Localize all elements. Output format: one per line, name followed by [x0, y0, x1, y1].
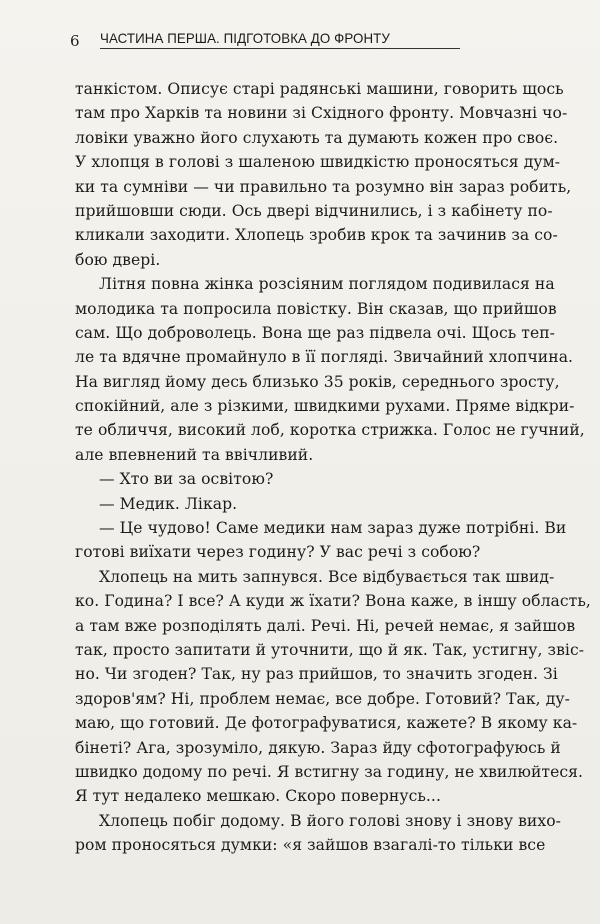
- text-line: бінеті? Ага, зрозуміло, дякую. Зараз йду сфотографуюсь й: [75, 738, 561, 757]
- text-line: кликали заходити. Хлопець зробив крок та зачинив за со-: [75, 226, 558, 245]
- text-line: — Це чудово! Саме медики нам зараз дуже потрібні. Ви: [99, 519, 567, 538]
- text-line: там про Харків та новини зі Східного фронту. Мовчазні чо-: [75, 104, 568, 123]
- text-line: На вигляд йому десь близько 35 років, середнього зросту,: [75, 372, 560, 391]
- text-line: — Медик. Лікар.: [99, 494, 238, 513]
- text-line: Літня повна жінка розсіяним поглядом подивилася на: [99, 275, 555, 294]
- text-line: маю, що готовий. Де фотографуватися, кажете? В якому ка-: [75, 714, 578, 733]
- page-header: [70, 26, 540, 52]
- text-line: прийшовши сюди. Ось двері відчинились, і з кабінету по-: [75, 201, 553, 220]
- text-line: а там вже розподілять далі. Речі. Ні, речей немає, я зайшов: [75, 616, 576, 635]
- text-line: спокійний, але з різкими, швидкими рухами. Пряме відкри-: [75, 397, 575, 416]
- text-line: — Хто ви за освітою?: [99, 470, 274, 489]
- header-rule: [100, 48, 460, 49]
- text-line: те обличчя, високий лоб, коротка стрижка. Голос не гучний,: [75, 421, 585, 440]
- running-head: ЧАСТИНА ПЕРША. ПІДГОТОВКА ДО ФРОНТУ: [100, 30, 390, 46]
- text-line: Я тут недалеко мешкаю. Скоро повернусь...: [75, 787, 441, 806]
- text-line: ки та сумніви — чи правильно та розумно він зараз робить,: [75, 177, 572, 196]
- text-line: Хлопець на мить запнувся. Все відбувається так швид-: [99, 567, 555, 586]
- text-line: ром проносяться думки: «я зайшов взагалі-то тільки все: [75, 836, 546, 855]
- text-line: ко. Година? І все? А куди ж їхати? Вона каже, в іншу область,: [75, 592, 591, 611]
- text-line: але впевнений та ввічливий.: [75, 445, 314, 464]
- text-line: так, просто запитати й уточнити, що й як. Так, устигну, звіс-: [75, 640, 585, 659]
- text-line: ловіки уважно його слухають та думають кожен про своє.: [75, 128, 559, 147]
- text-line: бою двері.: [75, 250, 161, 269]
- text-line: здоров'ям? Ні, проблем немає, все добре. Готовий? Так, ду-: [75, 689, 570, 708]
- body-text: [75, 77, 591, 858]
- text-line: танкістом. Описує старі радянські машини, говорить щось: [75, 80, 564, 98]
- text-line: молодика та попросила повістку. Він сказав, що прийшов: [75, 299, 557, 318]
- text-line: сам. Що доброволець. Вона ще раз підвела очі. Щось теп-: [75, 323, 555, 342]
- text-line: Хлопець побіг додому. В його голові знову і знову вихо-: [99, 811, 561, 830]
- text-line: швидко додому по речі. Я встигну за годину, не хвилюйтеся.: [75, 762, 584, 781]
- text-line: готові виїхати через годину? У вас речі з собою?: [75, 543, 481, 562]
- text-line: но. Чи згоден? Так, ну раз прийшов, то значить згоден. Зі: [75, 665, 558, 684]
- page-number: 6: [70, 32, 80, 50]
- text-line: ле та вдячне промайнуло в її погляді. Звичайний хлопчина.: [75, 348, 574, 367]
- text-line: У хлопця в голові з шаленою швидкістю проносяться дум-: [75, 153, 561, 172]
